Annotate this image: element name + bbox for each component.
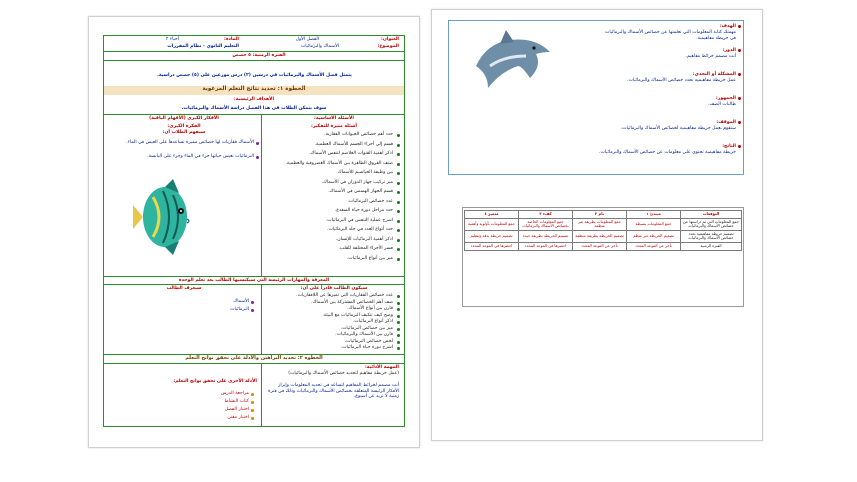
main-goal-text: سوف يتمكن الطلاب في هذا الفصل دراسة الأسماك والبرمائيات. [181, 106, 327, 111]
know-item: الأسماك [233, 299, 249, 304]
question-item: ميز بين أنواع البرمائيات. [346, 255, 393, 261]
rubric-criterion: تصميم خريطة مفاهيمية تحدد خصائص الأسماك والبرمائيات [681, 230, 742, 242]
question-item: قسم إلى أجزاء الجسم للأسماك العظمية. [314, 141, 393, 147]
bullet-icon [397, 347, 400, 350]
bullet-icon [251, 401, 254, 404]
question-item: اشرح عملية التنفس في البرمائيات. [325, 217, 393, 223]
bullet-icon [397, 144, 400, 147]
rubric-header-level: كفء ٣ [519, 211, 573, 219]
grasps-label: المشكلة أو التحدي: [692, 72, 736, 77]
understandings-label: سيفهم الطلاب أن: [162, 130, 206, 135]
fish-illustration [133, 175, 195, 257]
bullet-icon [397, 229, 400, 232]
question-item: اذكر أهمية القنوات الغلاصم لتنفس الأسماك. [309, 151, 393, 156]
bullet-icon [397, 191, 400, 194]
bullet-icon [397, 182, 400, 185]
bullet-icon [397, 321, 400, 324]
open-questions-label: أسئلة مثيرة للتفكير: [310, 124, 357, 129]
subject-value: أحياء ٢ [166, 37, 179, 42]
question-item: عدد خصائص البرمائيات. [347, 198, 393, 204]
bullet-icon [251, 393, 254, 396]
evidence-item: اختبار الفصل [224, 407, 249, 412]
question-item: صنف الفروق الظاهرة بين الأسماك الغضروفية والعظمية. [285, 160, 393, 166]
grasps-label: الموقف: [716, 120, 736, 125]
bullet-icon [397, 210, 400, 213]
section-divider [104, 363, 404, 364]
question-item: حدد مراحل دورة حياة الضفدع. [334, 208, 393, 213]
title-value: الفصل الأول [295, 37, 319, 42]
rubric-cell: تصميم الخريطة بطريقة جيدة [519, 230, 573, 242]
step1-heading: الخطوة ١: تحديد نتائج التعلم المرغوبة [202, 86, 306, 92]
rubric-cell: تصميم الخريطة بطريقة منظمة [573, 230, 627, 242]
rubric-cell: جمع المعلومات بسيطة [627, 218, 681, 230]
bullet-icon [397, 328, 400, 331]
rubric-cell: تأخر عن الموعد المحدد [573, 242, 627, 250]
col-right-header: الأسئلة الأساسية: [314, 116, 354, 121]
topic-label: الموضوع: [377, 44, 399, 49]
topic-value: الأسماك والبرمائيات [300, 44, 339, 49]
bullet-icon [397, 163, 400, 166]
bullet-icon [397, 220, 400, 223]
able-header: سيكون الطالب قادراً على أن: [300, 286, 368, 291]
grasps-label: الجمهور: [715, 96, 736, 101]
question-item: قسم الجهاز الهضمي في الأسماك. [328, 189, 393, 194]
question-item: حدد أنواع الغدد في جلد البرمائيات. [327, 227, 393, 232]
other-evidence-label: الأدلة الأخرى على تحقق نواتج التعلم: [173, 379, 257, 384]
col-divider-2 [261, 284, 262, 354]
question-item: ميز تركيب جهاز الدوران في الأسماك. [321, 179, 393, 185]
level-text: التعليم الثانوي - نظام المقررات [167, 44, 239, 49]
bullet-icon [256, 142, 259, 145]
bullet-icon [251, 301, 254, 304]
evidence-item: كتاب النشاط [224, 399, 249, 404]
question-item: اذكر أهمية البرمائيات للإنسان. [335, 236, 393, 242]
bullet-icon [256, 156, 259, 159]
dolphin-illustration [470, 26, 556, 92]
bullet-icon [397, 302, 400, 305]
bullet-icon [397, 153, 400, 156]
bullet-icon [738, 97, 741, 100]
rubric-table [464, 210, 742, 251]
rubric-cell: تصميم الخريطة غير منظم [627, 230, 681, 242]
able-item: اشرح دورة حياة البرمائيات. [340, 345, 393, 350]
col-divider [261, 114, 262, 276]
bullet-icon [738, 145, 741, 148]
question-item: بين وظيفة الخياشيم للأسماك. [336, 170, 393, 175]
bullet-icon [397, 295, 400, 298]
section-divider [104, 284, 404, 285]
goal-divider [104, 114, 404, 115]
title-label: العنوان: [381, 37, 399, 42]
bullet-icon [738, 25, 741, 28]
able-item: وضح كيف تتكيف البرمائيات مع البيئة. [322, 312, 393, 318]
understanding-item: الأسماك فقاريات لها خصائص مميزة تساعدها على العيش في الماء. [126, 140, 254, 145]
bullet-icon [397, 248, 400, 251]
rubric-header-level: متميز ٤ [465, 211, 519, 219]
grasps-label: الناتج: [722, 144, 736, 149]
task-label: المهمة الأدائية: [364, 365, 399, 370]
task-text: (عمل خريطة مفاهيم لتحديد خصائص الأسماك والبرمائيات) [288, 371, 399, 376]
period-text: الفترة الزمنية: ٥ حصص [232, 53, 286, 58]
header-divider-2 [104, 60, 404, 61]
rubric-cell: جمع المعلومات بطريقة غير منظمة [573, 218, 627, 230]
bullet-icon [397, 315, 400, 318]
section-divider [104, 276, 404, 277]
rubric-cell: تصميم خريطة بدقة وتنظيم [465, 230, 519, 242]
left-page [88, 16, 420, 448]
able-item: عدد خصائص الفقاريات التي تميزها عن اللافقاريات. [296, 293, 393, 298]
grasps-label: الهدف: [719, 24, 736, 29]
rubric-header-level: نام ٢ [573, 211, 627, 219]
grasps-text: مهمتك كتابة المعلومات التي تعلمتها عن خصائص الأسماك والبرمائيات في خريطة مفاهيمية. [605, 30, 736, 41]
able-item: ميز بين خصائص البرمائيات. [340, 325, 393, 331]
bullet-icon [397, 308, 400, 311]
task-detail: أنت مصمم لخرائط المفاهيم لتساعد في تحديد المعلومات وإبراز الأفكار الرئيسة المتعلقة بخصائص الأسماك والبرمائيات وذلك في فترة زمنية لا تزيد عن أسبوع. [268, 383, 399, 400]
bullet-icon [397, 239, 400, 242]
bullet-icon [251, 309, 254, 312]
rubric-cell: جمع المعلومات الخاصة بخصائص الأسماك والبرمائيات [519, 218, 573, 230]
bullet-icon [397, 172, 400, 175]
bullet-icon [251, 409, 254, 412]
able-item: قارن بين الأسماك والبرمائيات. [335, 332, 393, 337]
col-left-header: الأفكار الكبرى (الأفهام الباقية) [149, 116, 219, 121]
know-item: البرمائيات [230, 307, 249, 312]
big-ideas-label: الفكرة الكبرى: [167, 124, 201, 129]
grasps-text: عمل خريطة مفاهيمية تحدد خصائص الأسماك والبرمائيات. [627, 78, 736, 83]
rubric-cell: احضرها في الموعد المحدد [519, 242, 573, 250]
bullet-icon [738, 49, 741, 52]
step2-heading: الخطوة ٢: تحديد البراهين والأدلة على تحقق نواتج التعلم [185, 355, 323, 361]
bullet-icon [738, 73, 741, 76]
rubric-header-expectations: التوقعات [681, 211, 742, 219]
grasps-text: طالبات الصف. [708, 102, 736, 107]
rubric-cell: جمع المعلومات بأولوية وأهمية [465, 218, 519, 230]
main-goals-label: الأهداف الرئيسية: [233, 97, 275, 102]
able-item: صف أهم الخصائص المشتركة بين الأسماك. [311, 299, 393, 305]
col-divider-3 [261, 363, 262, 426]
evidence-item: مراجعة الدرس [220, 391, 249, 396]
bullet-icon [397, 341, 400, 344]
rubric-criterion: الفترة الزمنية [681, 242, 742, 250]
rubric-cell: احضرها في الموعد المحدد [465, 242, 519, 250]
subject-label: المادة: [223, 37, 239, 42]
grasps-text: أنت مصمم خرائط مفاهيم. [685, 54, 736, 59]
bullet-icon [738, 121, 741, 124]
grasps-label: الدور: [722, 48, 736, 53]
bullet-icon [397, 134, 400, 137]
intro-text: يتمثل فصل الأسماك والبرمائيات في درسين (٢) درس موزعين على (٥) حصص دراسية. [157, 73, 352, 78]
grasps-text: ستقوم بعمل خريطة مفاهيمية لخصائص الأسماك والبرمائيات. [620, 126, 736, 131]
evidence-item: اختبار مقنن [227, 415, 249, 420]
grasps-text: خريطة مفاهيمية تحتوي على معلومات عن خصائص الأسماك والبرمائيات. [599, 150, 736, 155]
rubric-cell: تأخر عن الموعد المحدد [627, 242, 681, 250]
students-know-label: سيعرف الطالب [166, 286, 202, 291]
question-item: حدد أهم خصائص الحيوانات الفقارية. [324, 132, 393, 137]
understanding-item: البرمائيات تعيش حياتها جزء في الماء وجزء على اليابسة. [147, 154, 254, 159]
rubric-header-level: مبتدئ ١ [627, 211, 681, 219]
bullet-icon [251, 417, 254, 420]
bullet-icon [397, 258, 400, 261]
rubric-criterion: جمع المعلومات التي تم دراستها عن خصائص الأسماك والبرمائيات [681, 218, 742, 230]
able-item: لخص خصائص البرمائيات. [344, 338, 393, 344]
knowledge-header: المعرفة والمهارات الرئيسة التي سيكتسبها الطالب بعد تعلم الوحدة [178, 278, 330, 283]
bullet-icon [397, 201, 400, 204]
bullet-icon [397, 334, 400, 337]
right-page [431, 9, 763, 441]
question-item: فسر الأجزاء المختلفة للقلب. [338, 246, 393, 251]
able-item: قارن بين أنواع الأسماك. [347, 306, 393, 311]
header-divider [104, 51, 404, 52]
able-item: اذكر أنواع البرمائيات. [352, 319, 393, 324]
